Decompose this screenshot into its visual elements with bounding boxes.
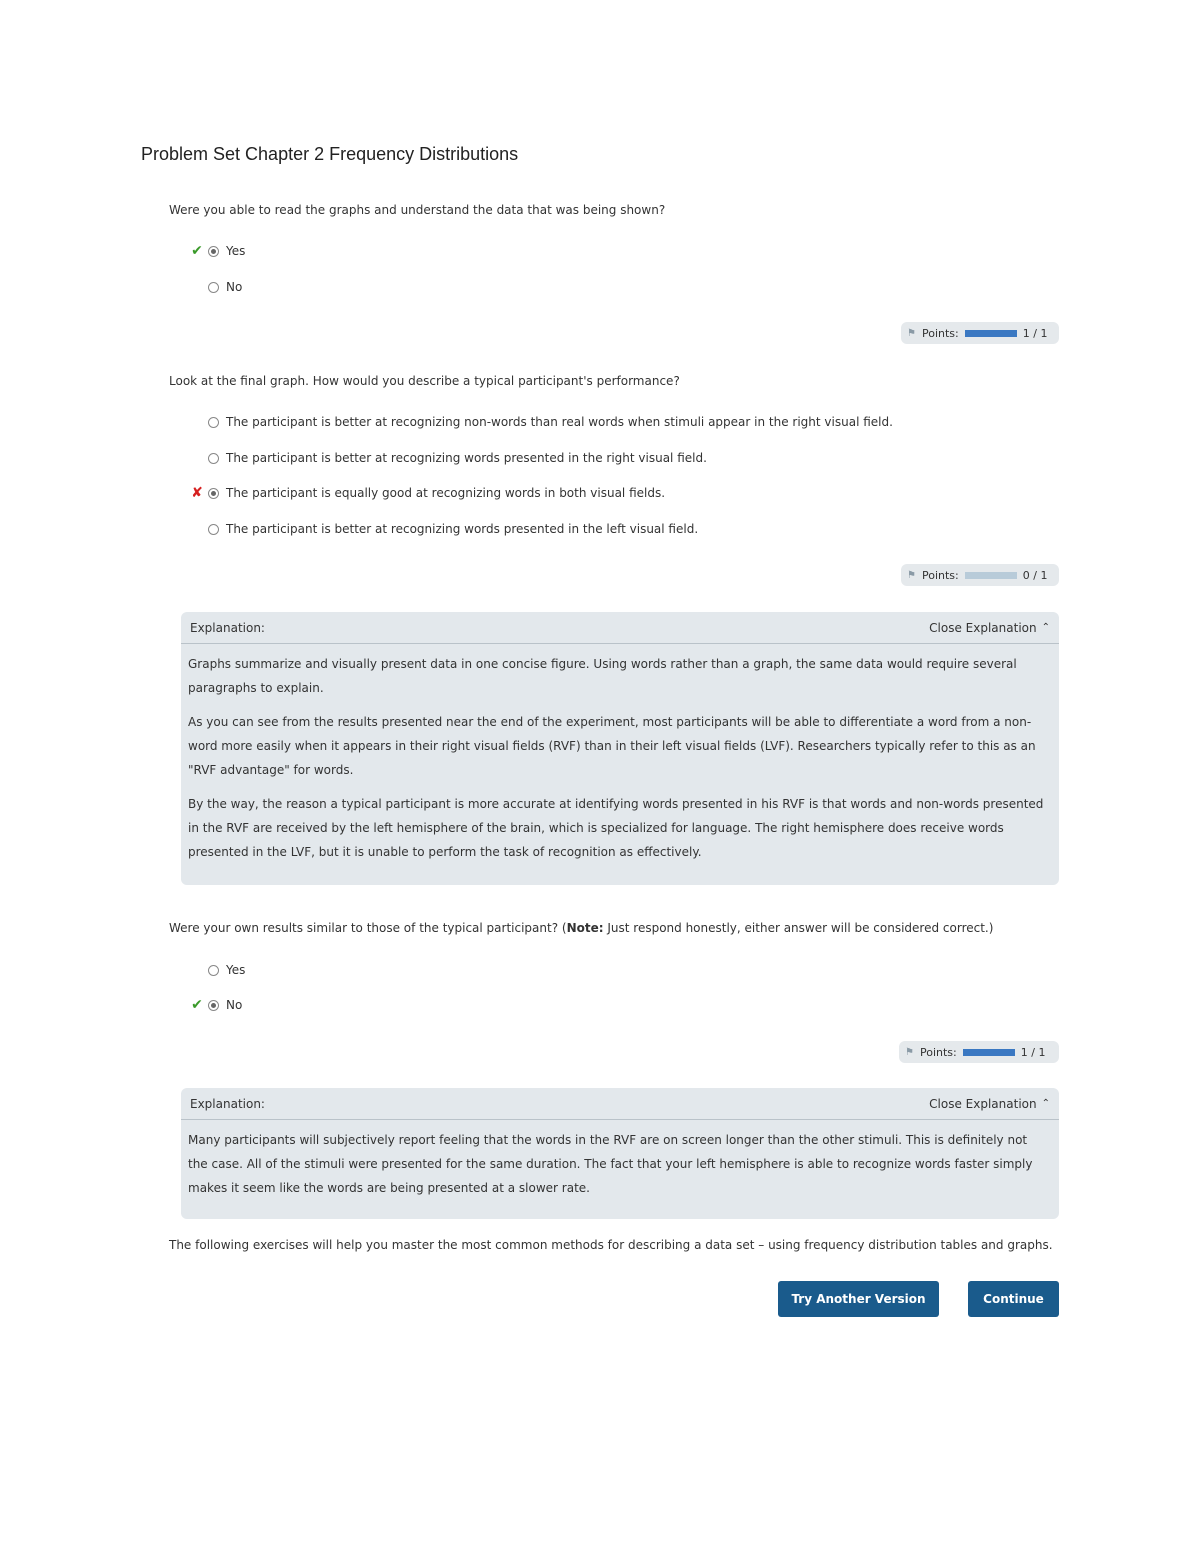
chevron-up-icon: ⌃ <box>1041 622 1050 633</box>
option-label: The participant is better at recognizing words presented in the right visual field. <box>226 451 707 465</box>
explanation-paragraph: Many participants will subjectively report feeling that the words in the RVF are on screen longer than the other stimuli. This is definitely not the case. All of the stimuli were presented for the same duration. The fact that your left hemisphere is able to recognize words faster simply makes it seem like the words are being presented at a slower rate. <box>188 1133 1033 1195</box>
x-mark-icon: ✘ <box>191 485 203 501</box>
points-progress-bar <box>965 330 1017 337</box>
checkmark-icon: ✔ <box>191 997 203 1013</box>
explanation-body <box>181 1120 1059 1210</box>
close-explanation-label: Close Explanation <box>929 1096 1037 1111</box>
option-label: No <box>226 280 243 294</box>
flag-icon: ⚑ <box>907 569 916 581</box>
q2-option-3[interactable] <box>186 483 665 503</box>
points-badge-q2 <box>901 564 1059 586</box>
option-label: The participant is better at recognizing words presented in the left visual field. <box>226 522 699 536</box>
points-label: Points: <box>922 326 959 340</box>
explanation-body <box>181 644 1059 874</box>
points-score: 1 / 1 <box>1022 326 1048 340</box>
chevron-up-icon: ⌃ <box>1041 1098 1050 1109</box>
points-label: Points: <box>922 568 959 582</box>
question-3-main: Were your own results similar to those of the typical participant? ( <box>169 921 567 935</box>
checkmark-icon: ✔ <box>191 243 203 259</box>
option-label: Yes <box>226 244 246 258</box>
option-label: The participant is equally good at recognizing words in both visual fields. <box>226 486 666 500</box>
radio-button[interactable] <box>208 417 219 428</box>
try-another-version-button[interactable]: Try Another Version <box>778 1281 939 1317</box>
radio-button[interactable] <box>208 453 219 464</box>
flag-icon: ⚑ <box>907 327 916 339</box>
q1-option-yes[interactable] <box>186 241 245 261</box>
question-1-text: Were you able to read the graphs and understand the data that was being shown? <box>169 203 666 217</box>
radio-button[interactable] <box>208 1000 219 1011</box>
q3-option-yes[interactable] <box>186 960 245 980</box>
option-label: The participant is better at recognizing non-words than real words when stimuli appear in the right visual field. <box>226 415 893 429</box>
explanation-header <box>181 612 1059 644</box>
radio-button[interactable] <box>208 488 219 499</box>
q2-option-1[interactable] <box>186 412 893 432</box>
points-badge-q1 <box>901 322 1059 344</box>
radio-button[interactable] <box>208 282 219 293</box>
option-label: No <box>226 998 243 1012</box>
close-explanation-toggle[interactable] <box>929 621 1050 635</box>
explanation-heading: Explanation: <box>190 1096 265 1111</box>
q3-option-no[interactable] <box>186 995 242 1015</box>
q2-option-2[interactable] <box>186 448 707 468</box>
flag-icon: ⚑ <box>905 1046 914 1058</box>
radio-button[interactable] <box>208 524 219 535</box>
points-score: 1 / 1 <box>1020 1045 1046 1059</box>
explanation-header <box>181 1088 1059 1120</box>
explanation-paragraph: Graphs summarize and visually present data in one concise figure. Using words rather than a graph, the same data would require several paragraphs to explain. <box>188 657 1017 695</box>
q1-option-no[interactable] <box>186 277 242 297</box>
q2-option-4[interactable] <box>186 519 698 539</box>
explanation-paragraph: By the way, the reason a typical participant is more accurate at identifying words presented in his RVF is that words and non-words presented in the RVF are received by the left hemisphere of the brain, which is specialized for language. The right hemisphere does receive words presented in the LVF, but it is unable to perform the task of recognition as effectively. <box>188 797 1044 859</box>
note-label: Note: <box>566 921 604 935</box>
radio-button[interactable] <box>208 965 219 976</box>
explanation-panel-q2 <box>181 612 1059 885</box>
option-label: Yes <box>226 963 246 977</box>
points-badge-q3 <box>899 1041 1059 1063</box>
radio-button[interactable] <box>208 246 219 257</box>
continue-button[interactable]: Continue <box>968 1281 1059 1317</box>
footer-text: The following exercises will help you master the most common methods for describing a data set – using frequency distribution tables and graphs. <box>169 1238 1053 1252</box>
close-explanation-toggle[interactable] <box>929 1097 1050 1111</box>
points-progress-bar <box>963 1049 1015 1056</box>
question-2-text: Look at the final graph. How would you describe a typical participant's performance? <box>169 374 680 388</box>
points-score: 0 / 1 <box>1022 568 1048 582</box>
close-explanation-label: Close Explanation <box>929 620 1037 635</box>
note-text: Just respond honestly, either answer will be considered correct.) <box>603 921 994 935</box>
explanation-heading: Explanation: <box>190 620 265 635</box>
page-title: Problem Set Chapter 2 Frequency Distributions <box>141 144 519 164</box>
points-label: Points: <box>920 1045 957 1059</box>
explanation-panel-q3 <box>181 1088 1059 1219</box>
question-3-text <box>169 921 993 935</box>
explanation-paragraph: As you can see from the results presented near the end of the experiment, most participants will be able to differentiate a word from a non-word more easily when it appears in their right visual fields (RVF) than in their left visual fields (LVF). Researchers typically refer to this as an "RVF advantage" for words. <box>188 715 1036 777</box>
points-progress-bar <box>965 572 1017 579</box>
